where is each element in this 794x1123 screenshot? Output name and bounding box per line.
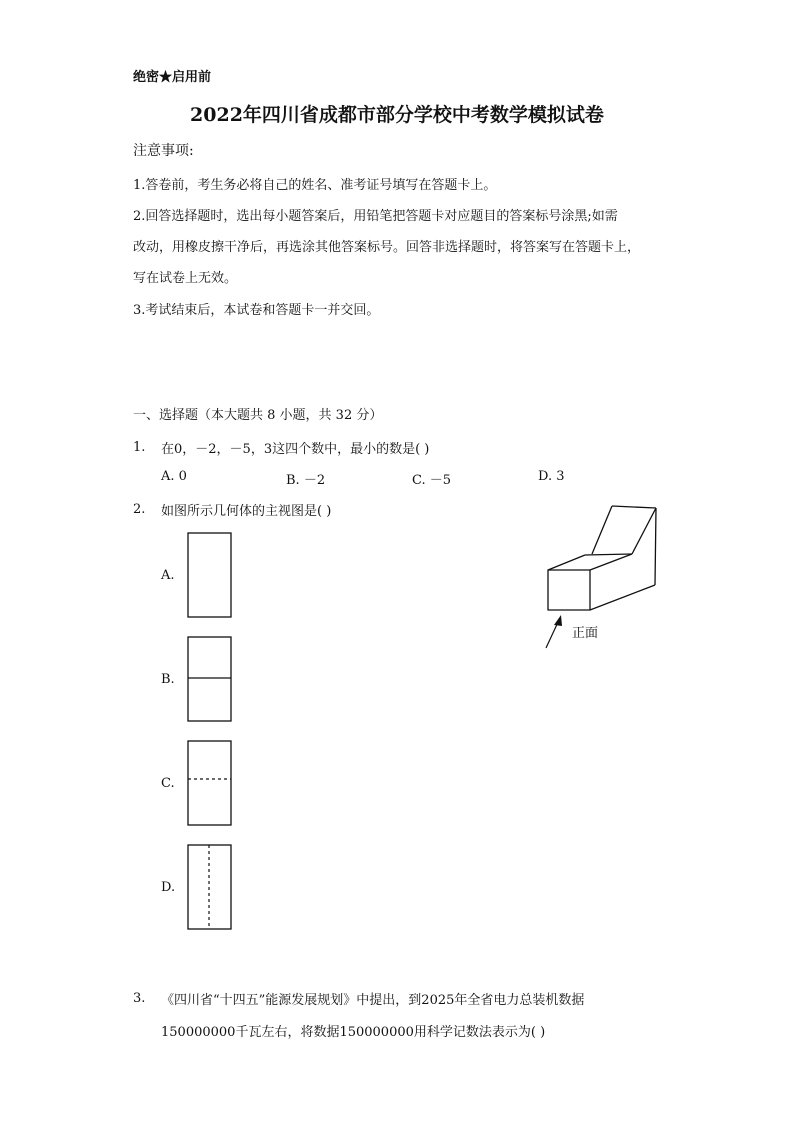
question-2-option-c-label: C. bbox=[161, 776, 175, 791]
question-1-number: 1. bbox=[133, 440, 146, 455]
front-label: 正面 bbox=[572, 626, 599, 641]
question-3-text-line-1: 《四川省“十四五”能源发展规划》中提出，到2025年全省电力总装机数据 bbox=[161, 993, 585, 1008]
option-c-dashed-horizontal bbox=[186, 740, 234, 828]
question-1-option-b: B. －2 bbox=[286, 473, 326, 488]
solid-figure bbox=[540, 500, 670, 655]
option-a-rectangle bbox=[186, 532, 234, 620]
question-3-text-line-2: 150000000千瓦左右，将数据150000000用科学记数法表示为( ) bbox=[161, 1025, 546, 1040]
note-line-3: 改动，用橡皮擦干净后，再选涂其他答案标号。回答非选择题时，将答案写在答题卡上， bbox=[133, 240, 641, 255]
question-1-option-d: D. 3 bbox=[538, 469, 565, 484]
question-1-option-c: C. －5 bbox=[412, 473, 452, 488]
note-line-4: 写在试卷上无效。 bbox=[133, 271, 238, 286]
option-d-dashed-vertical bbox=[186, 844, 234, 932]
arrow-icon bbox=[546, 615, 562, 648]
notes-heading: 注意事项: bbox=[133, 143, 194, 159]
question-2-text: 如图所示几何体的主视图是( ) bbox=[161, 504, 332, 519]
note-line-5: 3.考试结束后，本试卷和答题卡一并交回。 bbox=[133, 303, 380, 318]
section-heading-choice: 一、选择题（本大题共 8 小题，共 32 分） bbox=[133, 408, 383, 423]
option-b-split-rectangle bbox=[186, 636, 234, 724]
question-1-option-a: A. 0 bbox=[161, 469, 187, 484]
question-1-text: 在0，－2，－5，3这四个数中，最小的数是( ) bbox=[161, 442, 430, 457]
note-line-1: 1.答卷前，考生务必将自己的姓名、准考证号填写在答题卡上。 bbox=[133, 178, 497, 193]
question-2-option-d-label: D. bbox=[161, 880, 176, 895]
exam-title: 2022年四川省成都市部分学校中考数学模拟试卷 bbox=[190, 104, 604, 126]
question-3-number: 3. bbox=[133, 991, 146, 1006]
note-line-2: 2.回答选择题时，选出每小题答案后，用铅笔把答题卡对应题目的答案标号涂黑;如需 bbox=[133, 209, 618, 224]
confidential-label: 绝密★启用前 bbox=[133, 70, 212, 85]
question-2-option-a-label: A. bbox=[161, 568, 175, 583]
question-2-number: 2. bbox=[133, 502, 146, 517]
question-2-option-b-label: B. bbox=[161, 672, 175, 687]
